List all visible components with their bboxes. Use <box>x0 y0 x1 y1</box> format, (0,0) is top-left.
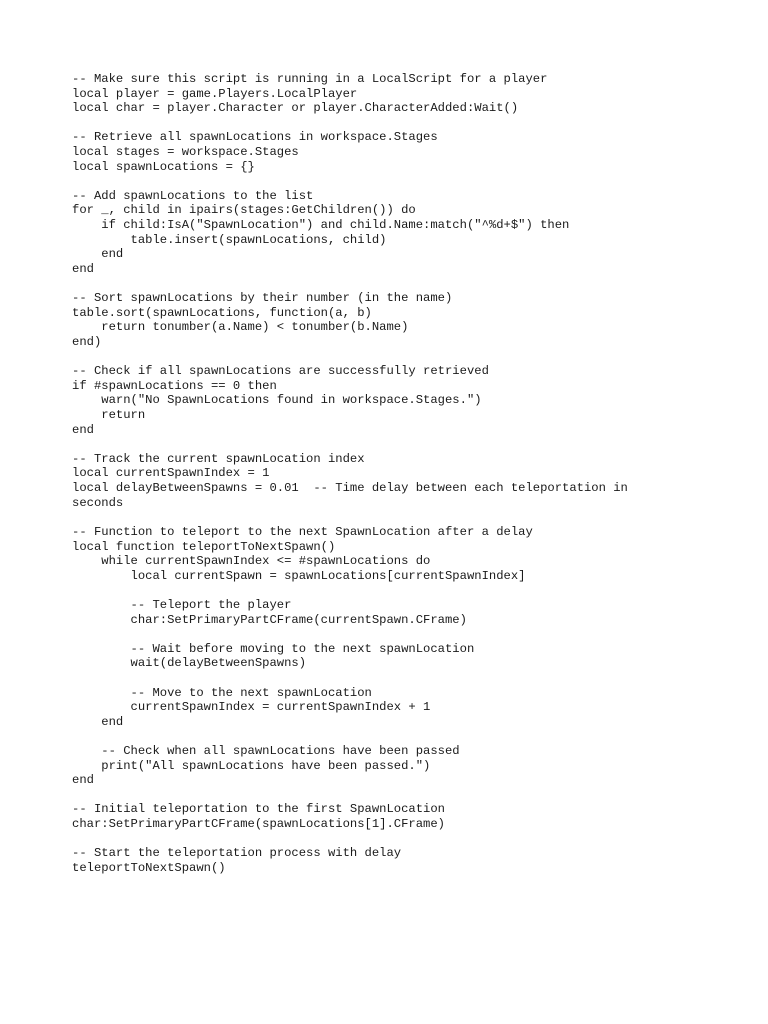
code-line: local char = player.Character or player.CharacterAdded:Wait() <box>72 101 519 116</box>
code-line: -- Check if all spawnLocations are successfully retrieved <box>72 364 489 379</box>
code-line <box>72 350 702 365</box>
code-line: end) <box>72 334 102 349</box>
code-line <box>72 510 702 525</box>
code-line: wait(delayBetweenSpawns) <box>72 656 307 671</box>
code-line: -- Function to teleport to the next SpawnLocation after a delay <box>72 524 533 539</box>
code-line: -- Sort spawnLocations by their number (in the name) <box>72 291 453 306</box>
code-line: -- Make sure this script is running in a LocalScript for a player <box>72 72 548 86</box>
code-line: for _, child in ipairs(stages:GetChildren()) do <box>72 203 416 218</box>
code-line: end <box>72 247 124 262</box>
code-line: warn("No SpawnLocations found in workspace.Stages.") <box>72 393 482 408</box>
code-line: end <box>72 422 94 437</box>
code-line: local player = game.Players.LocalPlayer <box>72 86 358 101</box>
code-line: -- Start the teleportation process with delay <box>72 846 402 861</box>
code-line: -- Add spawnLocations to the list <box>72 188 314 203</box>
code-line: while currentSpawnIndex <= #spawnLocations do <box>72 554 431 569</box>
code-line: local spawnLocations = {} <box>72 159 255 174</box>
code-line: seconds <box>72 495 124 510</box>
code-line: local delayBetweenSpawns = 0.01 -- Time delay between each teleportation in <box>72 481 628 496</box>
code-line: -- Teleport the player <box>72 597 292 612</box>
code-line: -- Wait before moving to the next spawnLocation <box>72 641 475 656</box>
code-line: local currentSpawn = spawnLocations[currentSpawnIndex] <box>72 568 526 583</box>
code-line <box>72 788 702 803</box>
code-line <box>72 671 702 686</box>
code-line: char:SetPrimaryPartCFrame(currentSpawn.CFrame) <box>72 612 467 627</box>
code-line: local function teleportToNextSpawn() <box>72 539 336 554</box>
code-line: if child:IsA("SpawnLocation") and child.Name:match("^%d+$") then <box>72 218 570 233</box>
code-line: local stages = workspace.Stages <box>72 145 299 160</box>
code-line: currentSpawnIndex = currentSpawnIndex + 1 <box>72 700 431 715</box>
code-line <box>72 116 702 131</box>
code-line: -- Track the current spawnLocation index <box>72 451 365 466</box>
code-line: return tonumber(a.Name) < tonumber(b.Name) <box>72 320 409 335</box>
code-line <box>72 437 702 452</box>
code-line <box>72 832 702 847</box>
code-line: table.insert(spawnLocations, child) <box>72 232 387 247</box>
code-line: print("All spawnLocations have been passed.") <box>72 758 431 773</box>
code-line: if #spawnLocations == 0 then <box>72 378 277 393</box>
code-line <box>72 277 702 292</box>
code-line <box>72 627 702 642</box>
code-line: end <box>72 773 94 788</box>
code-line: return <box>72 408 146 423</box>
code-line: teleportToNextSpawn() <box>72 860 226 875</box>
code-line: -- Check when all spawnLocations have been passed <box>72 744 460 759</box>
code-line <box>72 729 702 744</box>
code-line: char:SetPrimaryPartCFrame(spawnLocations[1].CFrame) <box>72 817 445 832</box>
code-line <box>72 174 702 189</box>
code-block <box>72 72 702 876</box>
code-line: -- Move to the next spawnLocation <box>72 685 372 700</box>
code-line: end <box>72 714 124 729</box>
code-line: -- Retrieve all spawnLocations in workspace.Stages <box>72 130 438 145</box>
code-line <box>72 583 702 598</box>
code-line: table.sort(spawnLocations, function(a, b) <box>72 305 372 320</box>
code-line: -- Initial teleportation to the first SpawnLocation <box>72 802 445 817</box>
code-line: end <box>72 261 94 276</box>
code-line: local currentSpawnIndex = 1 <box>72 466 270 481</box>
